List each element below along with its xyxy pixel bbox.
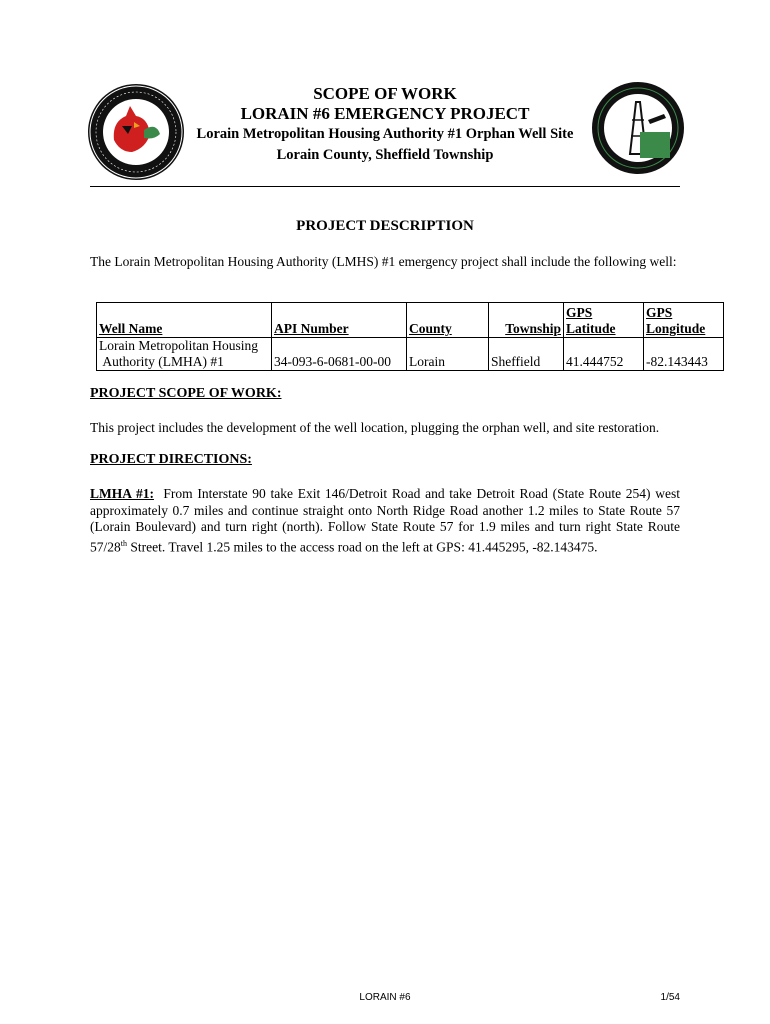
header-gps-lon-line2: Longitude <box>646 321 706 336</box>
footer-project-label: LORAIN #6 <box>359 992 411 1003</box>
header-county: County <box>407 303 489 338</box>
site-name: Lorain Metropolitan Housing Authority #1 Orphan Well Site <box>196 126 574 142</box>
cell-well-name <box>97 338 272 371</box>
header-gps-lat-line1: GPS <box>566 305 593 320</box>
header-gps-lat-line2: Latitude <box>566 321 616 336</box>
directions-paragraph <box>90 486 680 556</box>
scope-of-work-text: This project includes the development of the well location, plugging the orphan well, and site restoration. <box>90 420 660 435</box>
well-table <box>96 302 724 371</box>
document-title: SCOPE OF WORK <box>313 84 457 103</box>
cell-latitude: 41.444752 <box>564 338 644 371</box>
header-gps-latitude <box>564 303 644 338</box>
cell-longitude: -82.143443 <box>644 338 724 371</box>
directions-text-part1: From Interstate 90 take Exit 146/Detroit Road and take Detroit Road (State Route 254) west approximately 0.7 miles and continue straight onto North Ridge Road another 1.2 miles to State Route 57 (Lorain Boulevard) and turn right (north). Follow State Route 57 for 1.9 miles and turn right State Route 57/28 <box>90 486 681 554</box>
project-description-text: The Lorain Metropolitan Housing Authority (LMHS) #1 emergency project shall include the following well: <box>90 254 677 269</box>
ordinal-suffix: th <box>120 538 127 548</box>
directions-text-part2: Street. Travel 1.25 miles to the access road on the left at GPS: 41.445295, -82.143475. <box>127 539 598 554</box>
well-name-line1: Lorain Metropolitan Housing <box>99 338 258 353</box>
header-township: Township <box>489 303 564 338</box>
title-block <box>180 84 590 166</box>
project-description-heading: PROJECT DESCRIPTION <box>296 218 474 234</box>
header-divider <box>90 186 680 187</box>
cell-api-number: 34-093-6-0681-00-00 <box>272 338 407 371</box>
header-well-name: Well Name <box>97 303 272 338</box>
scope-of-work-heading: PROJECT SCOPE OF WORK: <box>90 386 282 401</box>
footer-page-number: 1/54 <box>660 992 680 1003</box>
table-header-row <box>97 303 724 338</box>
site-location: Lorain County, Sheffield Township <box>276 147 494 163</box>
directions-lead-label: LMHA #1: <box>90 486 154 501</box>
oil-gas-division-logo <box>590 76 686 180</box>
cell-township: Sheffield <box>489 338 564 371</box>
project-directions-heading: PROJECT DIRECTIONS: <box>90 452 252 467</box>
header-gps-longitude <box>644 303 724 338</box>
odnr-seal-logo <box>86 82 186 182</box>
table-row <box>97 338 724 371</box>
well-name-line2: Authority (LMHA) #1 <box>102 354 224 369</box>
header-gps-lon-line1: GPS <box>646 305 673 320</box>
project-name: LORAIN #6 EMERGENCY PROJECT <box>240 104 530 123</box>
header-api-number: API Number <box>272 303 407 338</box>
cell-county: Lorain <box>407 338 489 371</box>
